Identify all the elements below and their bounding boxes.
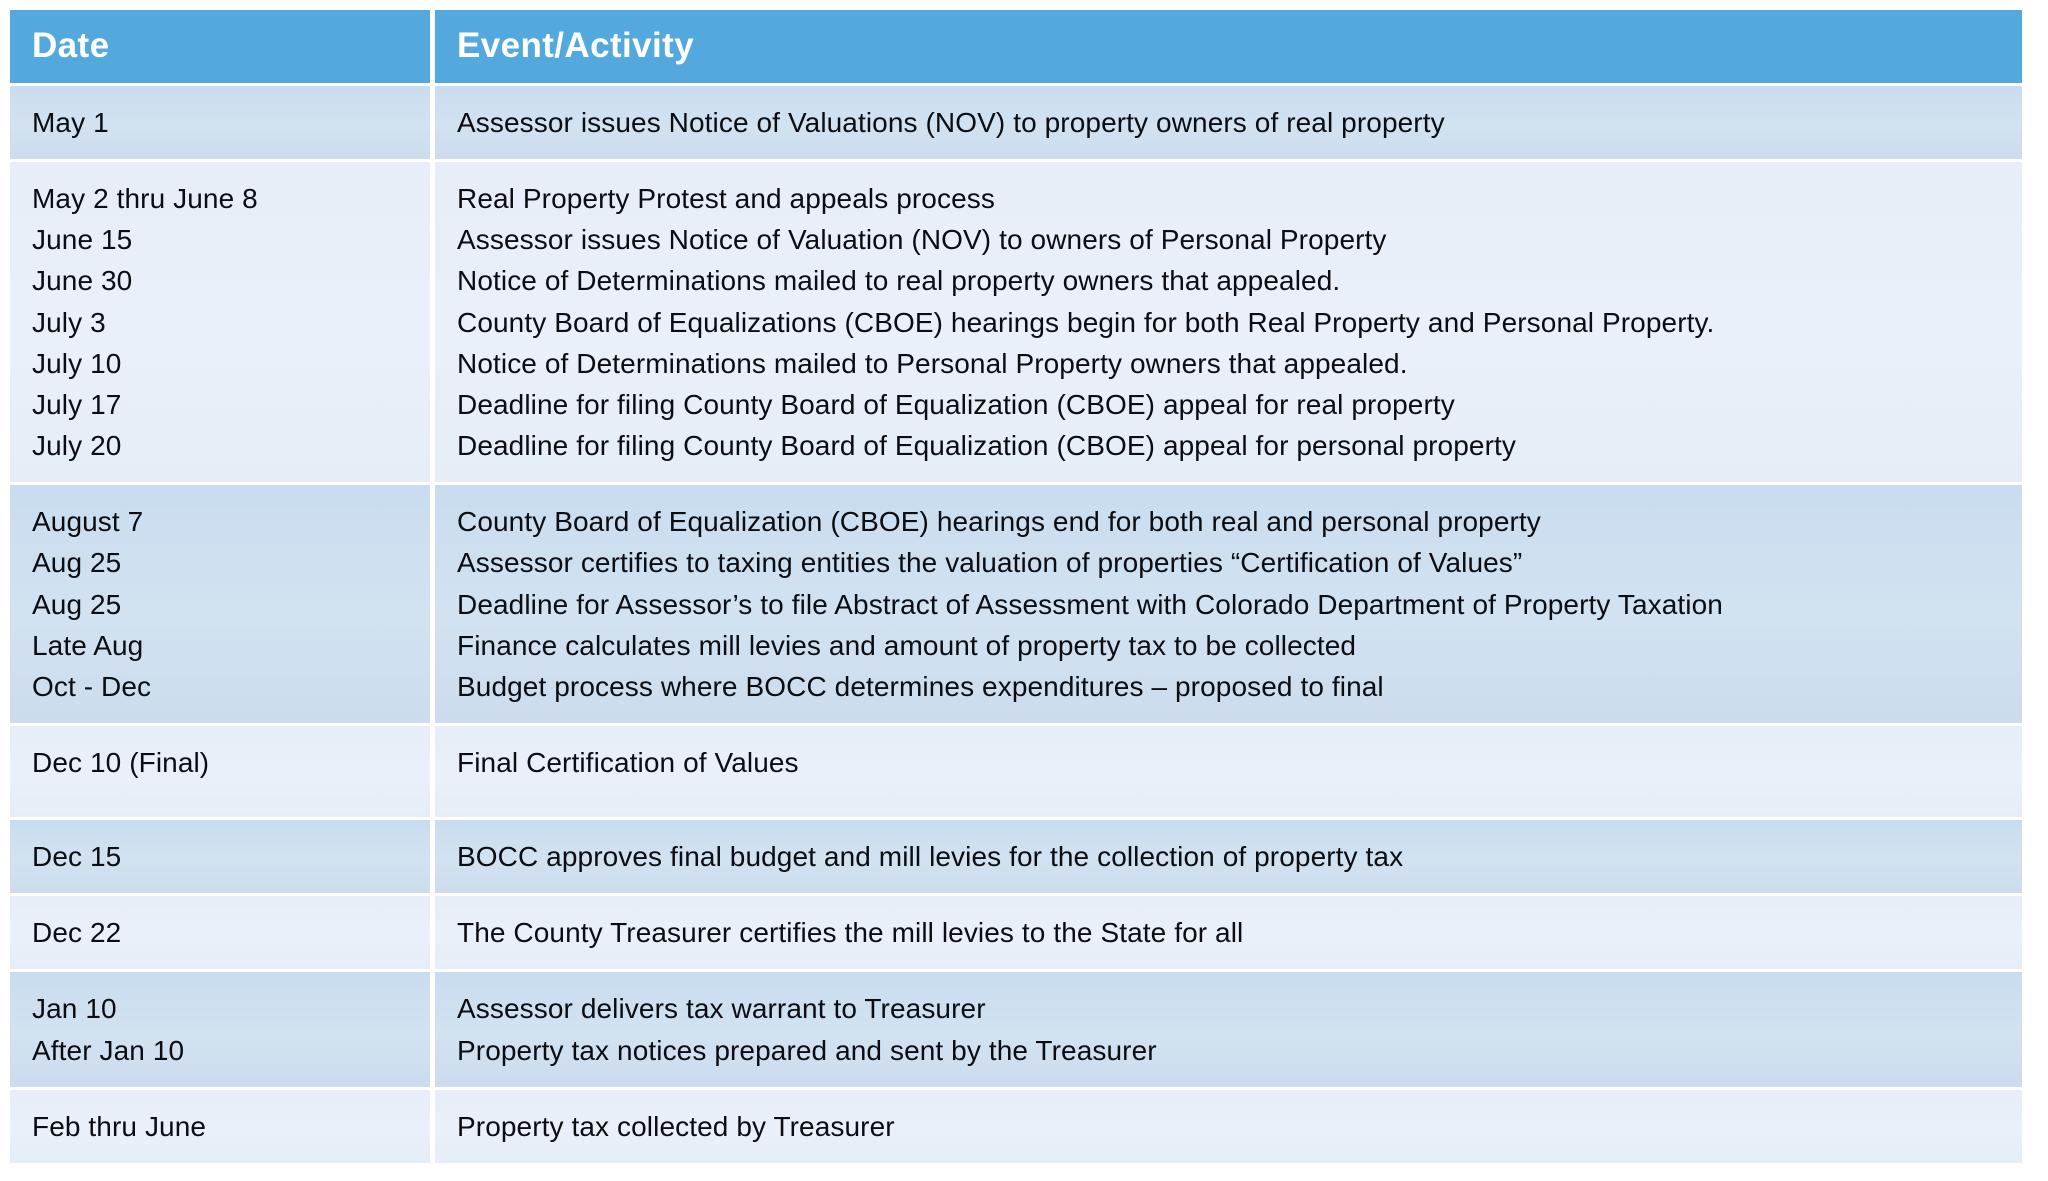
table-row[interactable] [10, 726, 2022, 820]
event-line: Real Property Protest and appeals process [457, 183, 995, 215]
date-line: Dec 15 [32, 841, 122, 873]
property-tax-calendar-table [10, 10, 2022, 1163]
column-header-date[interactable]: Date [10, 10, 435, 86]
event-line: Property tax collected by Treasurer [457, 1110, 895, 1142]
date-line: August 7 [32, 506, 144, 538]
event-line: Notice of Determinations mailed to real property owners that appealed. [457, 265, 1341, 297]
date-line: June 30 [32, 265, 133, 297]
date-line: Aug 25 [32, 588, 122, 620]
table-row[interactable] [10, 972, 2022, 1089]
date-line: Oct - Dec [32, 670, 152, 702]
event-line: Final Certification of Values [457, 747, 799, 779]
cell-date [10, 86, 435, 162]
cell-date [10, 485, 435, 726]
event-line: Notice of Determinations mailed to Personal Property owners that appealed. [457, 347, 1408, 379]
column-header-event-activity[interactable]: Event/Activity [435, 10, 2022, 86]
table-row[interactable] [10, 86, 2022, 162]
event-line: Budget process where BOCC determines expenditures – proposed to final [457, 670, 1384, 702]
date-line: Dec 22 [32, 917, 122, 949]
event-line: Deadline for filing County Board of Equalization (CBOE) appeal for personal property [457, 430, 1516, 462]
cell-event [435, 726, 2022, 820]
table-row[interactable] [10, 820, 2022, 896]
table-body [10, 86, 2022, 1163]
cell-event [435, 972, 2022, 1089]
event-line: Deadline for Assessor’s to file Abstract of Assessment with Colorado Department of Property Taxation [457, 588, 1723, 620]
date-line: Jan 10 [32, 993, 117, 1025]
cell-date [10, 820, 435, 896]
event-line: County Board of Equalization (CBOE) hearings end for both real and personal property [457, 506, 1541, 538]
event-line: Property tax notices prepared and sent by the Treasurer [457, 1034, 1157, 1066]
event-line: BOCC approves final budget and mill levies for the collection of property tax [457, 841, 1404, 873]
event-line: Assessor issues Notice of Valuation (NOV) to owners of Personal Property [457, 224, 1387, 256]
cell-date [10, 896, 435, 972]
table-row[interactable] [10, 162, 2022, 485]
event-line: Assessor issues Notice of Valuations (NOV) to property owners of real property [457, 107, 1445, 138]
cell-event [435, 820, 2022, 896]
cell-event [435, 1090, 2022, 1163]
cell-date [10, 1090, 435, 1163]
table-header [10, 10, 2022, 86]
date-line: July 3 [32, 306, 106, 338]
cell-event [435, 162, 2022, 485]
date-line: Dec 10 (Final) [32, 747, 210, 779]
date-line: After Jan 10 [32, 1034, 185, 1066]
event-line: Assessor certifies to taxing entities the valuation of properties “Certification of Values” [457, 547, 1523, 579]
cell-event [435, 896, 2022, 972]
date-line: May 1 [32, 107, 109, 138]
date-line: July 20 [32, 430, 122, 462]
date-line: July 17 [32, 388, 122, 420]
event-line: Assessor delivers tax warrant to Treasurer [457, 993, 986, 1025]
date-line: May 2 thru June 8 [32, 183, 258, 215]
event-line: The County Treasurer certifies the mill levies to the State for all [457, 917, 1244, 949]
cell-date [10, 726, 435, 820]
table-row[interactable] [10, 485, 2022, 726]
table-row[interactable] [10, 1090, 2022, 1163]
cell-date [10, 972, 435, 1089]
table-header-row [10, 10, 2022, 86]
event-line: County Board of Equalizations (CBOE) hearings begin for both Real Property and Personal Property. [457, 306, 1715, 338]
date-line: Aug 25 [32, 547, 122, 579]
event-line: Deadline for filing County Board of Equalization (CBOE) appeal for real property [457, 388, 1455, 420]
date-line: Feb thru June [32, 1110, 207, 1142]
date-line: July 10 [32, 347, 122, 379]
event-line: Finance calculates mill levies and amount of property tax to be collected [457, 629, 1357, 661]
date-line: June 15 [32, 224, 133, 256]
cell-event [435, 86, 2022, 162]
table-row[interactable] [10, 896, 2022, 972]
date-line: Late Aug [32, 629, 144, 661]
cell-event [435, 485, 2022, 726]
cell-date [10, 162, 435, 485]
